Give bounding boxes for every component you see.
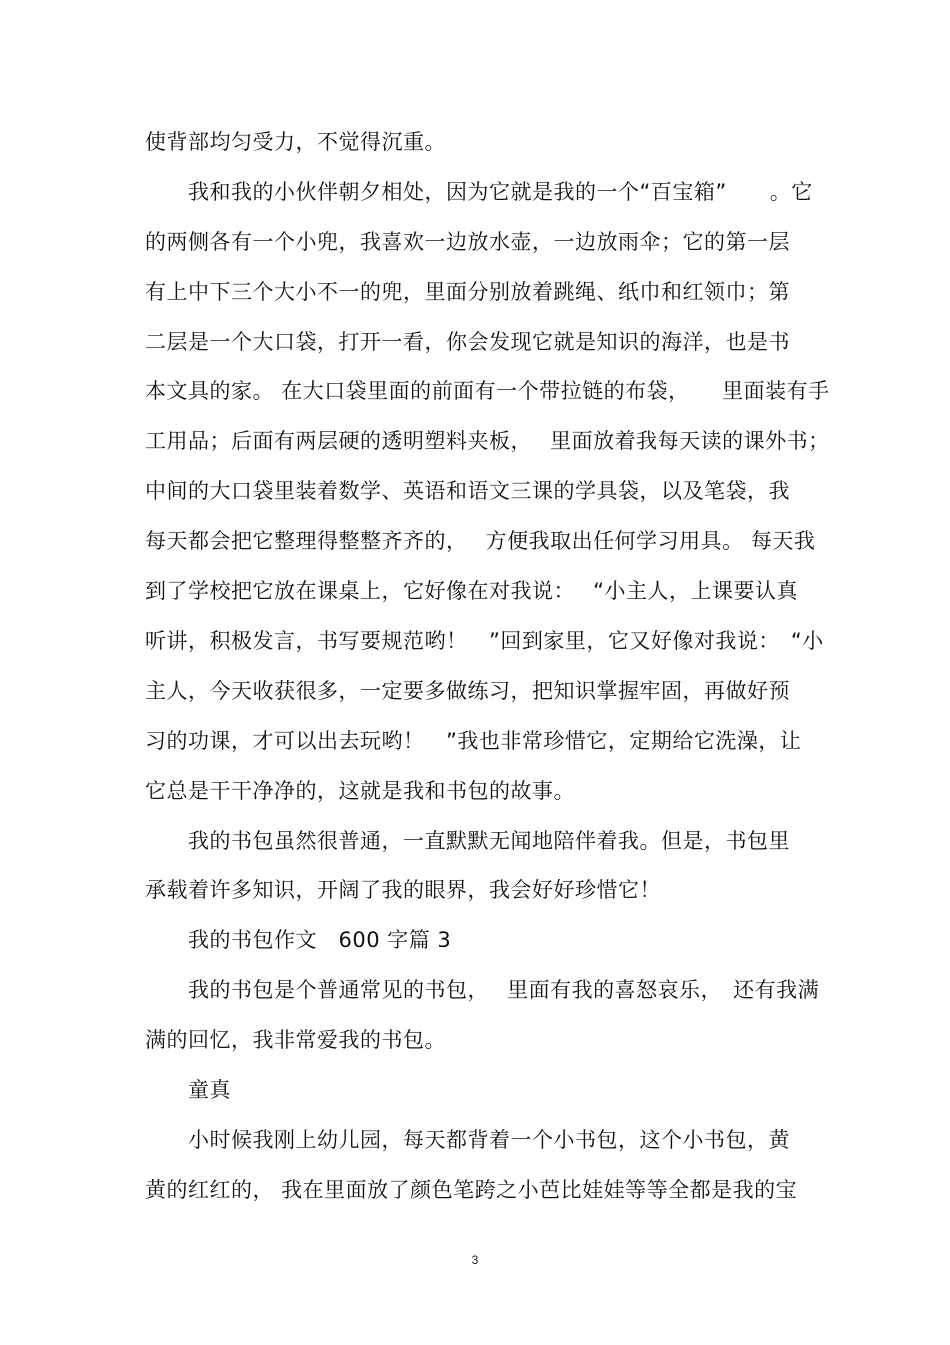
text-line: 听讲，积极发言，书写要规范哟！ ”回到家里，它又好像对我说： “小 [145, 629, 824, 653]
paragraph-start-line: 我的书包是个普通常见的书包， 里面有我的喜怒哀乐， 还有我满 [188, 978, 820, 1002]
text-line: 有上中下三个大小不一的兜，里面分别放着跳绳、纸巾和红领巾；第 [145, 280, 790, 304]
section-heading: 我的书包作文 600 字篇 3 [188, 928, 452, 952]
paragraph-start-line: 我和我的小伙伴朝夕相处，因为它就是我的一个“百宝箱” 。它 [188, 180, 813, 204]
text-line: 黄的红红的， 我在里面放了颜色笔跨之小芭比娃娃等等全都是我的宝 [145, 1178, 798, 1202]
text-line: 满的回忆，我非常爱我的书包。 [145, 1028, 446, 1052]
text-line: 每天都会把它整理得整整齐齐的， 方便我取出任何学习用具。 每天我 [145, 529, 816, 553]
text-line: 二层是一个大口袋，打开一看，你会发现它就是知识的海洋，也是书 [145, 330, 790, 354]
paragraph-start-line: 我的书包虽然很普通，一直默默无闻地陪伴着我。但是，书包里 [188, 829, 790, 853]
text-line: 中间的大口袋里装着数学、英语和语文三课的学具袋，以及笔袋，我 [145, 479, 790, 503]
paragraph-start-line: 小时候我刚上幼儿园，每天都背着一个小书包，这个小书包，黄 [188, 1128, 790, 1152]
text-line: 使背部均匀受力，不觉得沉重。 [145, 130, 446, 154]
text-line: 主人，今天收获很多，一定要多做练习，把知识掌握牢固，再做好预 [145, 679, 790, 703]
text-line: 它总是干干净净的，这就是我和书包的故事。 [145, 779, 575, 803]
text-line: 承载着许多知识，开阔了我的眼界，我会好好珍惜它！ [145, 878, 661, 902]
text-line: 工用品；后面有两层硬的透明塑料夹板， 里面放着我每天读的课外书； [145, 429, 830, 453]
text-line: 习的功课，才可以出去玩哟！ ”我也非常珍惜它，定期给它洗澡，让 [145, 729, 802, 753]
subheading: 童真 [188, 1078, 231, 1102]
text-line: 本文具的家。 在大口袋里面的前面有一个带拉链的布袋， 里面装有手 [145, 379, 830, 403]
text-line: 到了学校把它放在课桌上，它好像在对我说： “小主人，上课要认真 [145, 579, 799, 603]
page-number: 3 [471, 1253, 479, 1267]
text-line: 的两侧各有一个小兜，我喜欢一边放水壶，一边放雨伞；它的第一层 [145, 230, 790, 254]
